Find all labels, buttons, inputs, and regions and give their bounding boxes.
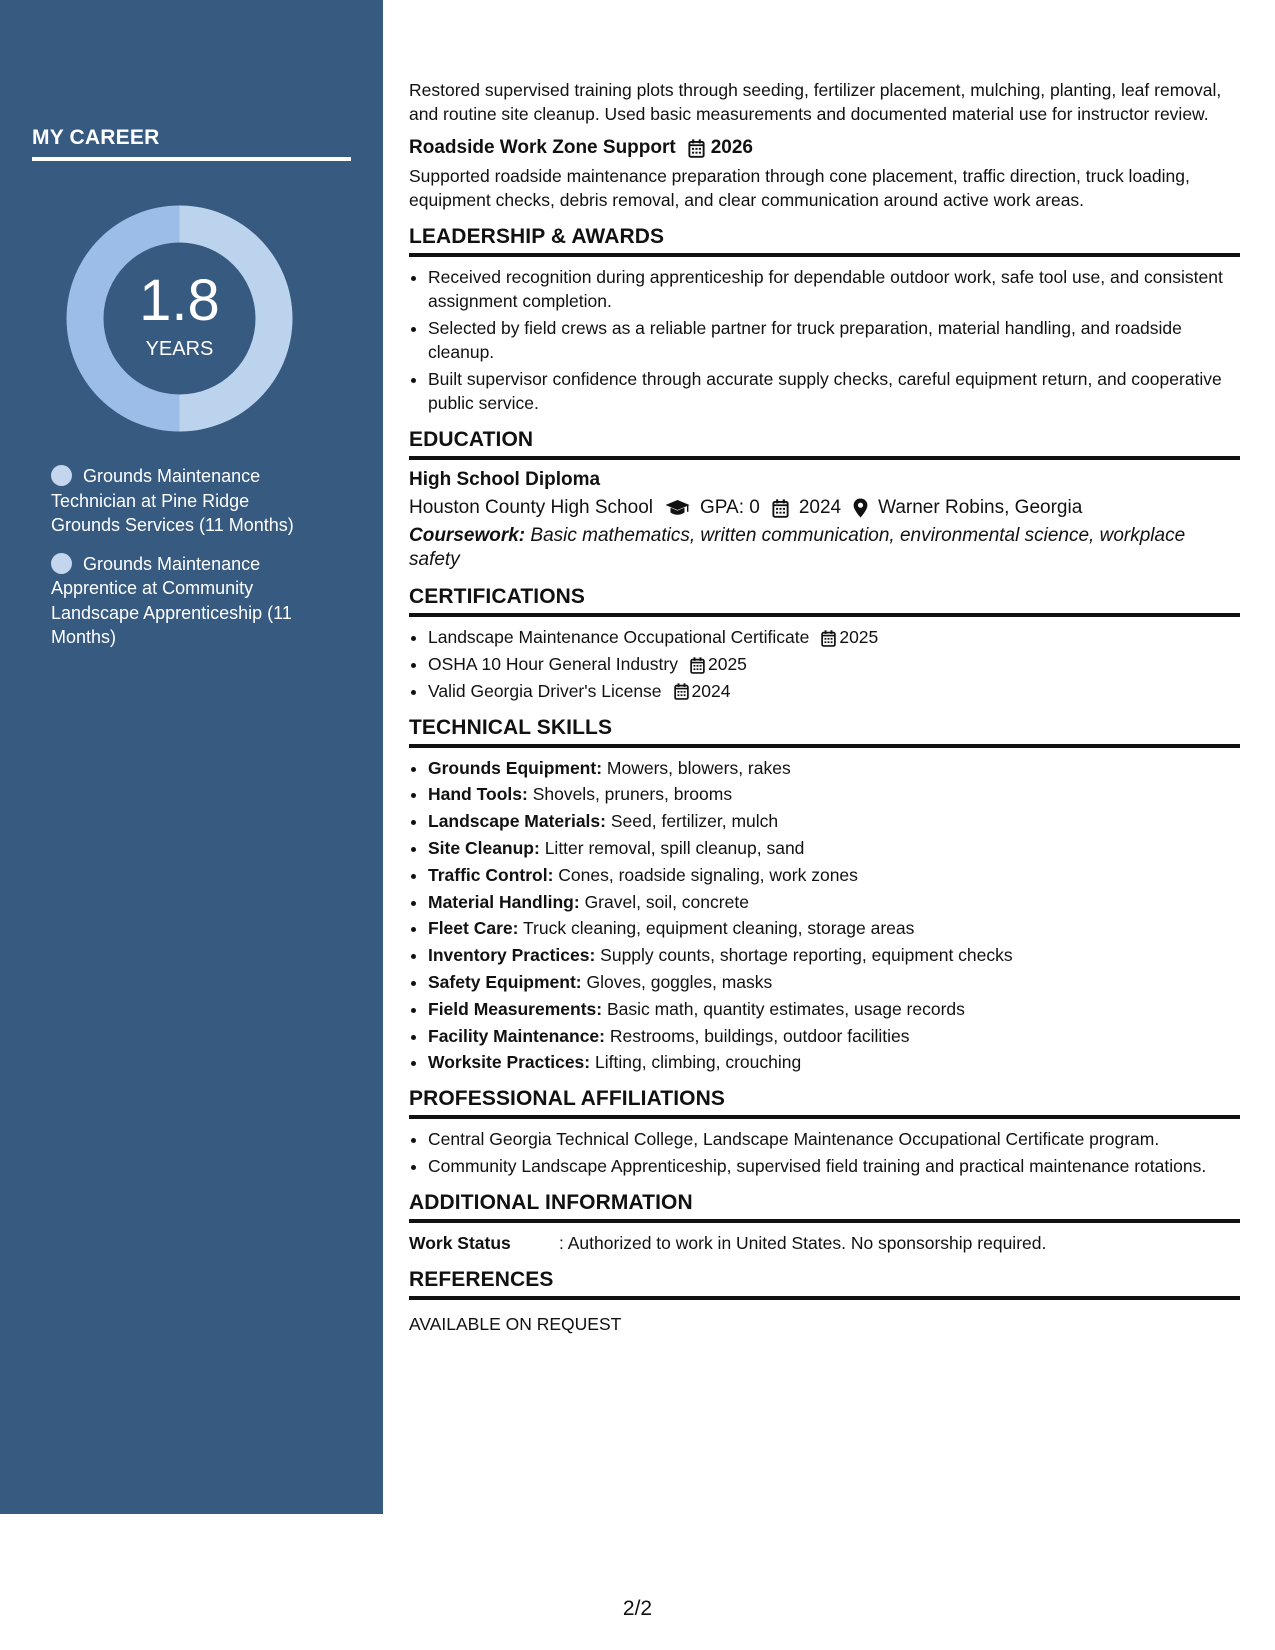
list-item: • Central Georgia Technical College, Landscape Maintenance Occupational Certificate program. — [428, 1127, 1240, 1151]
project-description: Supported roadside maintenance preparation through cone placement, traffic direction, truck loading, equipment checks, debris removal, and clear communication around active work areas. — [409, 166, 1190, 210]
skill-label: Fleet Care: — [428, 918, 519, 939]
skill-label: Material Handling: — [428, 891, 580, 912]
references-text: AVAILABLE ON REQUEST — [409, 1314, 622, 1335]
list-item — [428, 916, 1240, 940]
section-heading-education: EDUCATION — [409, 428, 1240, 460]
career-item-label: Grounds Maintenance Apprentice at Community Landscape Apprenticeship (11 Months) — [51, 553, 292, 647]
list-item: • Selected by field crews as a reliable partner for truck preparation, material handling, and roadside cleanup. — [428, 316, 1240, 364]
skill-value: Restrooms, buildings, outdoor facilities — [609, 1025, 910, 1046]
calendar-icon — [821, 630, 836, 647]
skill-label: Hand Tools: — [428, 784, 528, 805]
certification-date: 2024 — [691, 680, 731, 701]
education-degree: High School Diploma — [409, 469, 601, 490]
calendar-icon — [690, 657, 705, 674]
section-heading-certifications: CERTIFICATIONS — [409, 585, 1240, 617]
skill-value: Cones, roadside signaling, work zones — [558, 864, 858, 885]
list-item — [428, 756, 1240, 780]
skill-label: Landscape Materials: — [428, 811, 606, 832]
list-item — [428, 625, 1240, 649]
skill-value: Seed, fertilizer, mulch — [610, 811, 779, 832]
work-status-label: Work Status — [409, 1233, 511, 1254]
list-item: • Built supervisor confidence through accurate supply checks, careful equipment return, and cooperative public service. — [428, 367, 1240, 415]
skill-label: Grounds Equipment: — [428, 757, 603, 778]
career-item-label: Grounds Maintenance Technician at Pine Ridge Grounds Services (11 Months) — [51, 466, 294, 535]
section-heading-additional-information: ADDITIONAL INFORMATION — [409, 1191, 1240, 1223]
list-item — [428, 1050, 1240, 1074]
main-content — [409, 78, 1240, 1336]
list-item: • Received recognition during apprenticeship for dependable outdoor work, safe tool use, and consistent assignment completion. — [428, 265, 1240, 313]
section-heading-leadership: LEADERSHIP & AWARDS — [409, 225, 1240, 257]
project-header — [409, 136, 1240, 160]
work-status-row — [409, 1231, 1240, 1255]
education-school: Houston County High School — [409, 497, 653, 518]
skill-value: Litter removal, spill cleanup, sand — [544, 837, 805, 858]
coursework-text: Basic mathematics, written communication, environmental science, workplace safety — [409, 525, 1186, 570]
list-item — [428, 970, 1240, 994]
experience-description: Restored supervised training plots through seeding, fertilizer placement, mulching, planting, leaf removal, and routine site cleanup. Used basic measurements and documented material use for instructor review. — [409, 80, 1222, 124]
list-item: • Community Landscape Apprenticeship, supervised field training and practical maintenance rotations. — [428, 1154, 1240, 1178]
list-item — [428, 1024, 1240, 1048]
calendar-icon — [674, 683, 689, 700]
career-total-unit: YEARS — [145, 338, 214, 360]
skill-value: Supply counts, shortage reporting, equipment checks — [600, 945, 1013, 966]
certifications-list — [428, 625, 1240, 703]
certification-date: 2025 — [839, 627, 879, 647]
coursework-label: Coursework: — [409, 525, 526, 546]
list-item — [428, 997, 1240, 1021]
education-gpa: GPA: 0 — [699, 497, 760, 518]
section-heading-affiliations: PROFESSIONAL AFFILIATIONS — [409, 1087, 1240, 1119]
bullet-dot-icon — [51, 465, 72, 486]
skills-list — [428, 756, 1240, 1075]
skill-value: Truck cleaning, equipment cleaning, storage areas — [523, 918, 915, 939]
list-item — [428, 890, 1240, 914]
graduation-cap-icon — [665, 499, 690, 518]
leadership-list — [428, 265, 1240, 415]
affiliations-list — [428, 1127, 1240, 1178]
skill-label: Field Measurements: — [428, 998, 603, 1019]
map-pin-icon — [853, 498, 868, 518]
skill-value: Gloves, goggles, masks — [586, 971, 773, 992]
list-item — [428, 836, 1240, 860]
education-location: Warner Robins, Georgia — [878, 497, 1083, 518]
project-title: Roadside Work Zone Support — [409, 137, 676, 158]
education-coursework — [409, 524, 1240, 572]
career-list — [51, 464, 321, 664]
skill-value: Shovels, pruners, brooms — [532, 784, 733, 805]
skill-label: Inventory Practices: — [428, 945, 596, 966]
calendar-icon — [688, 139, 705, 158]
certification-name: Valid Georgia Driver's License — [428, 680, 662, 701]
calendar-icon — [772, 499, 789, 518]
career-heading: MY CAREER — [32, 126, 351, 161]
bullet-dot-icon — [51, 553, 72, 574]
skill-value: Lifting, climbing, crouching — [595, 1052, 802, 1073]
list-item — [428, 679, 1240, 703]
work-status-value: : Authorized to work in United States. No sponsorship required. — [559, 1233, 1047, 1254]
education-year: 2024 — [798, 497, 842, 518]
certification-name: OSHA 10 Hour General Industry — [428, 653, 678, 674]
list-item — [428, 863, 1240, 887]
list-item — [428, 782, 1240, 806]
career-item — [51, 464, 321, 538]
project-date: 2026 — [710, 137, 753, 158]
list-item — [428, 652, 1240, 676]
skill-value: Basic math, quantity estimates, usage records — [606, 998, 965, 1019]
certification-name: Landscape Maintenance Occupational Certificate — [428, 627, 810, 647]
skill-label: Facility Maintenance: — [428, 1025, 605, 1046]
career-total-value: 1.8 — [139, 268, 220, 333]
list-item — [428, 809, 1240, 833]
skill-label: Site Cleanup: — [428, 837, 540, 858]
page-number: 2/2 — [622, 1597, 653, 1620]
skill-label: Safety Equipment: — [428, 971, 582, 992]
sidebar — [0, 0, 383, 1514]
skill-value: Mowers, blowers, rakes — [606, 757, 791, 778]
skill-label: Traffic Control: — [428, 864, 554, 885]
skill-label: Worksite Practices: — [428, 1052, 591, 1073]
certification-date: 2025 — [707, 653, 747, 674]
section-heading-technical-skills: TECHNICAL SKILLS — [409, 716, 1240, 748]
skill-value: Gravel, soil, concrete — [584, 891, 749, 912]
list-item — [428, 943, 1240, 967]
section-heading-references: REFERENCES — [409, 1268, 1240, 1300]
education-meta — [409, 496, 1240, 520]
career-item — [51, 552, 321, 650]
career-donut-chart — [66, 205, 293, 432]
